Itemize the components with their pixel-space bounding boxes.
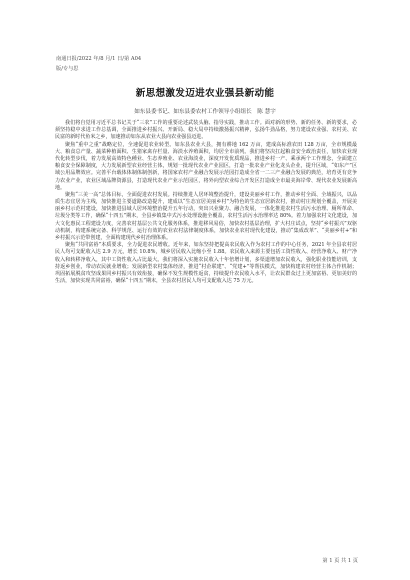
paragraph-agriculture: 聚焦“重中之重”战略定位，全速促进农业转型。如东县农业大县，拥有耕地 162 万亩，建成高标准农田 128 万亩，全市规模最大、粮食总产量、蔬菜种植面积、生猪家禽存栏量、海淡水养殖面积，均居全市前列。我们将坚决扛起粮食安全政治责任，加快农业现代化转型步伐，着力发展高效特色種业、生态养殖业、农业海淡业，深度开发优质现品，推进乡村一产、乘承两个工作理念，全面建立粮食安全保障制度，大力发展新型农业经营主体，规划一批现代农业产业园区，打造一批农业产业化龙头企业，提升区域，“如东产”区域公用品牌效应。完善平台载体体制体制创新，将国家农村产业融合发展示范园打造成全省一二三产业融合发展的典范，培育更有竞争力农业产业，农业区域品牌资源县，打造现代农业产业示范园区，将外向型农业综合开发区打造成全市最美海岸带、现代农业发展新高地。	[55, 141, 357, 191]
article-byline: 如东县委书记、如东县委农村工作领导小组组长 陈 慧宇	[134, 109, 276, 115]
article-body	[55, 120, 357, 285]
paragraph-intro: 我们将自觉用习近平总书记关于“三农”工作的重要论述武装头脑、指导实践，推动工作。面对新的形势、新的任务、新的要求，必须坚持稳中求进工作总基调，全面推进乡村振兴、开新局、稳大局中持续激扬振兴精神，弘扬牛劲品格，努力建设农业强、农村美、农民富的新时代鱼米之乡，加速推动如东从农业大县向农业强县迈进。	[55, 120, 357, 141]
paragraph-farmers: 聚焦“共同富裕”本质要求，全力促进农民增收。近年来，如东坚持把提高农民收入作为农村工作的中心任务，2021 年全县农村居民人均可支配收入达 2.9 万元，增长 10.8%，城乡居民收入比缩小至 1.88。农民收入来源主要包括工资性收入、经营净收入、财产净收入和转移净收入，其中工资性收入占比最大。我们将深入实施农民收入十年倍增计划，多渠道增加农民收入，强化职业技能培训，支持返乡创业，带动农民就业增收；发展新型农村集体经济，推进“村企联建”、“党建+”等帮扶模式，加快构建农村经营主体合作机制；巩固拓展脱贫攻坚成果同乡村振兴有效衔接，确保不发生规模性返贫，持续提升农民收入水平，让农民群众过上更加富裕、更加美好的生活，加快实现共同富裕，确保“十四五”期末，全县农村居民人均可支配收入达 75 万元。	[55, 242, 357, 285]
newspaper-source-line: 南通日报/2022 年/8 月/1 日/第 A04	[56, 56, 142, 62]
paragraph-rural: 聚焦“三美一高”总体目标，全面促进农村发展。持续推进人居环境整治提升，建设美丽乡村工作，推动乡村全面、全域振兴，以品质生态宜居为主线，加快推进主要道路改造提升，建成以“生态宜居美丽乡村”为特色的生态宜居新农村，推动村庄规划全覆盖，开展美丽乡村示范村建设，加快推进县域人居环境整治提升五年行动，突出兴业聚力、融合发展，一体化推进农村生活污水治理、厕所革命、垃圾分类等工作，确保“十四五”期末，全县乡镇集中式污水处理设施全覆盖，农村生活污水治理率达 80%。着力加强农村文化建设，加大文化惠民工程建设力度，完善农村基层公共文化服务体系，推进移风易俗，加快农村基层治理，扩大村庄试点，坚持“乡村振兴”双驱动机制，构建系统完备、科学规范、运行有效的农业农村法律制度体系，加快农业农村现代化建设，推动“集成改革”、“美丽乡村+”和乡村振兴示范带创建，全面构建现代乡村治理体系。	[55, 191, 357, 241]
article-title: 新思想激发迈进农业强县新动能	[135, 88, 275, 99]
section-line: 版/专与思	[56, 66, 79, 72]
page-number: 第 1 页 共 1 页	[322, 558, 358, 564]
